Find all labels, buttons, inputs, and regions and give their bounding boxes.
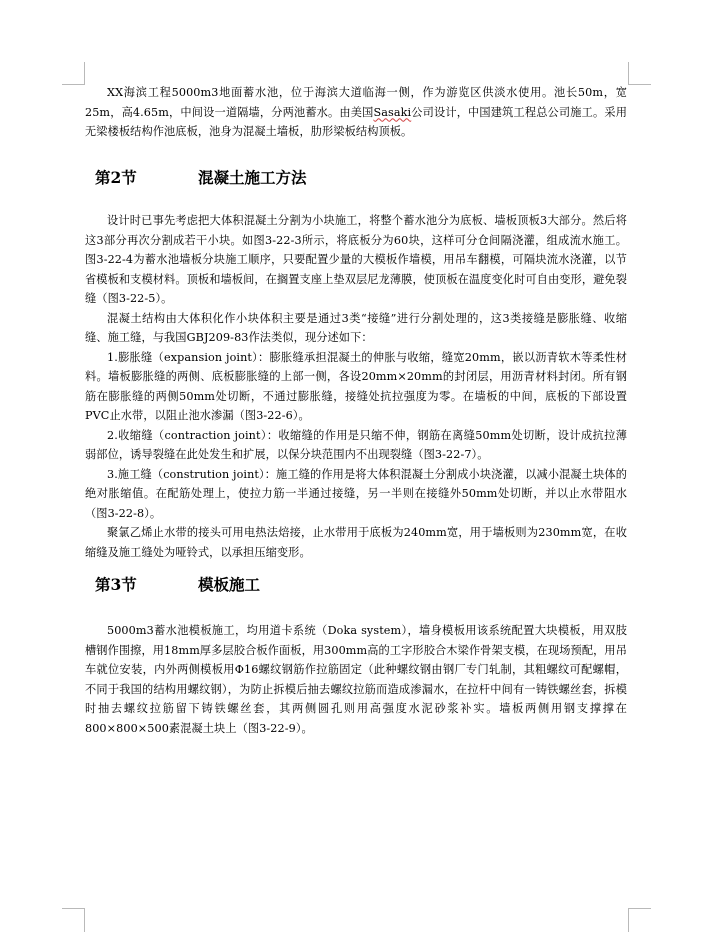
crop-mark-bottom-left — [62, 908, 85, 932]
intro-text-post: 公司设计，中国建筑工程总公司施工。采用无梁楼板结构作池底板，池身为混凝土墙板，肋形梁板结构顶板。 — [85, 105, 627, 138]
intro-text-pre: XX海滨工程5000m3地面蓄水池，位于海滨大道临海一侧，作为游览区供淡水使用。池长50m，宽25m，高4.65m，中间设一道隔墙，分两池蓄水。由美国 — [85, 86, 627, 119]
section-2-paragraph-1: 设计时已事先考虑把大体积混凝土分割为小块施工，将整个蓄水池分为底板、墙板顶板3大部分。然后将这3部分再次分割成若干小块。如图3-22-3所示，将底板分为60块，这样可分仓间隔浇灌，组成流水施工。图3-22-4为蓄水池墙板分块施工顺序，只要配置少量的大模板作墙模，用吊车翻模，可隔块流水浇灌，以节省模板和支模材料。顶板和墙板间，在搁置支座上垫双层尼龙薄膜，使顶板在温度变化时可自由变形，避免裂缝（图3-22-5）。 — [85, 214, 627, 305]
section-3-title: 模板施工 — [198, 575, 261, 594]
crop-mark-top-left — [62, 62, 85, 85]
section-2-paragraph-5: 3.施工缝（constrution joint）：施工缝的作用是将大体积混凝土分割成小块浇灌，以减小混凝土块体的绝对胀缩值。在配筋处理上，使拉力筋一半通过接缝，另一半则在接缝外50mm处切断，并以止水带阻水（图3-22-8）。 — [85, 467, 627, 520]
section-2-paragraph-4: 2.收缩缝（contraction joint）：收缩缝的作用是只缩不伸，钢筋在离缝50mm处切断，设计成抗拉薄弱部位，诱导裂缝在此处发生和扩展，以保分块范围内不出现裂缝（图3-22-7）。 — [85, 428, 627, 461]
intro-block — [85, 83, 627, 142]
section-3-number: 第3节 — [95, 575, 137, 594]
intro-paragraph — [85, 83, 627, 142]
crop-mark-bottom-right — [628, 908, 651, 932]
section-2-paragraph-3: 1.膨胀缝（expansion joint）：膨胀缝承担混凝土的伸胀与收缩，缝宽20mm，嵌以沥青软木等柔性材料。墙板膨胀缝的两侧、底板膨胀缝的上部一侧，各设20mm×20mm的封闭层，用沥青材料封闭。所有钢筋在膨胀缝的两侧50mm处切断，不通过膨胀缝，接缝处抗拉强度为零。在墙板的中间，底板的下部设置PVC止水带，以阻止池水渗漏（图3-22-6）。 — [85, 350, 627, 422]
section-2-title: 混凝土施工方法 — [198, 168, 307, 187]
section-2-body — [85, 211, 627, 562]
section-2-heading — [95, 168, 307, 188]
section-3-heading — [95, 575, 260, 595]
section-3-paragraph-1: 5000m3蓄水池模板施工，均用道卡系统（Doka system），墙身模板用该系统配置大块模板，用双肢槽钢作围擦，用18mm厚多层胶合板作面板，用300mm高的工字形胶合木梁作骨架支模，在现场预配，用吊车就位安装，内外两侧模板用Φ16螺纹钢筋作拉筋固定（此种螺纹钢由钢厂专门轧制，其粗螺纹可配螺帽，不同于我国的结构用螺纹钢），为防止拆模后抽去螺纹拉筋而造成渗漏水，在拉杆中间有一铸铁螺丝套，拆模时抽去螺纹拉筋留下铸铁螺丝套，其两侧圆孔则用高强度水泥砂浆补实。墙板两侧用钢支撑撑在800×800×500素混凝土块上（图3-22-9）。 — [85, 624, 627, 735]
section-2-paragraph-2: 混凝土结构由大体积化作小块体积主要是通过3类“接缝”进行分割处理的，这3类接缝是膨胀缝、收缩缝、施工缝，与我国GBJ209-83作法类似，现分述如下： — [85, 311, 627, 344]
section-2-number: 第2节 — [95, 168, 137, 187]
section-2-paragraph-6: 聚氯乙烯止水带的接头可用电热法焙接，止水带用于底板为240mm宽，用于墙板则为230mm宽，在收缩缝及施工缝处为哑铃式，以承担压缩变形。 — [85, 526, 627, 559]
brand-name: Sasaki — [373, 105, 412, 119]
crop-mark-top-right — [628, 62, 651, 85]
section-3-body — [85, 621, 627, 738]
